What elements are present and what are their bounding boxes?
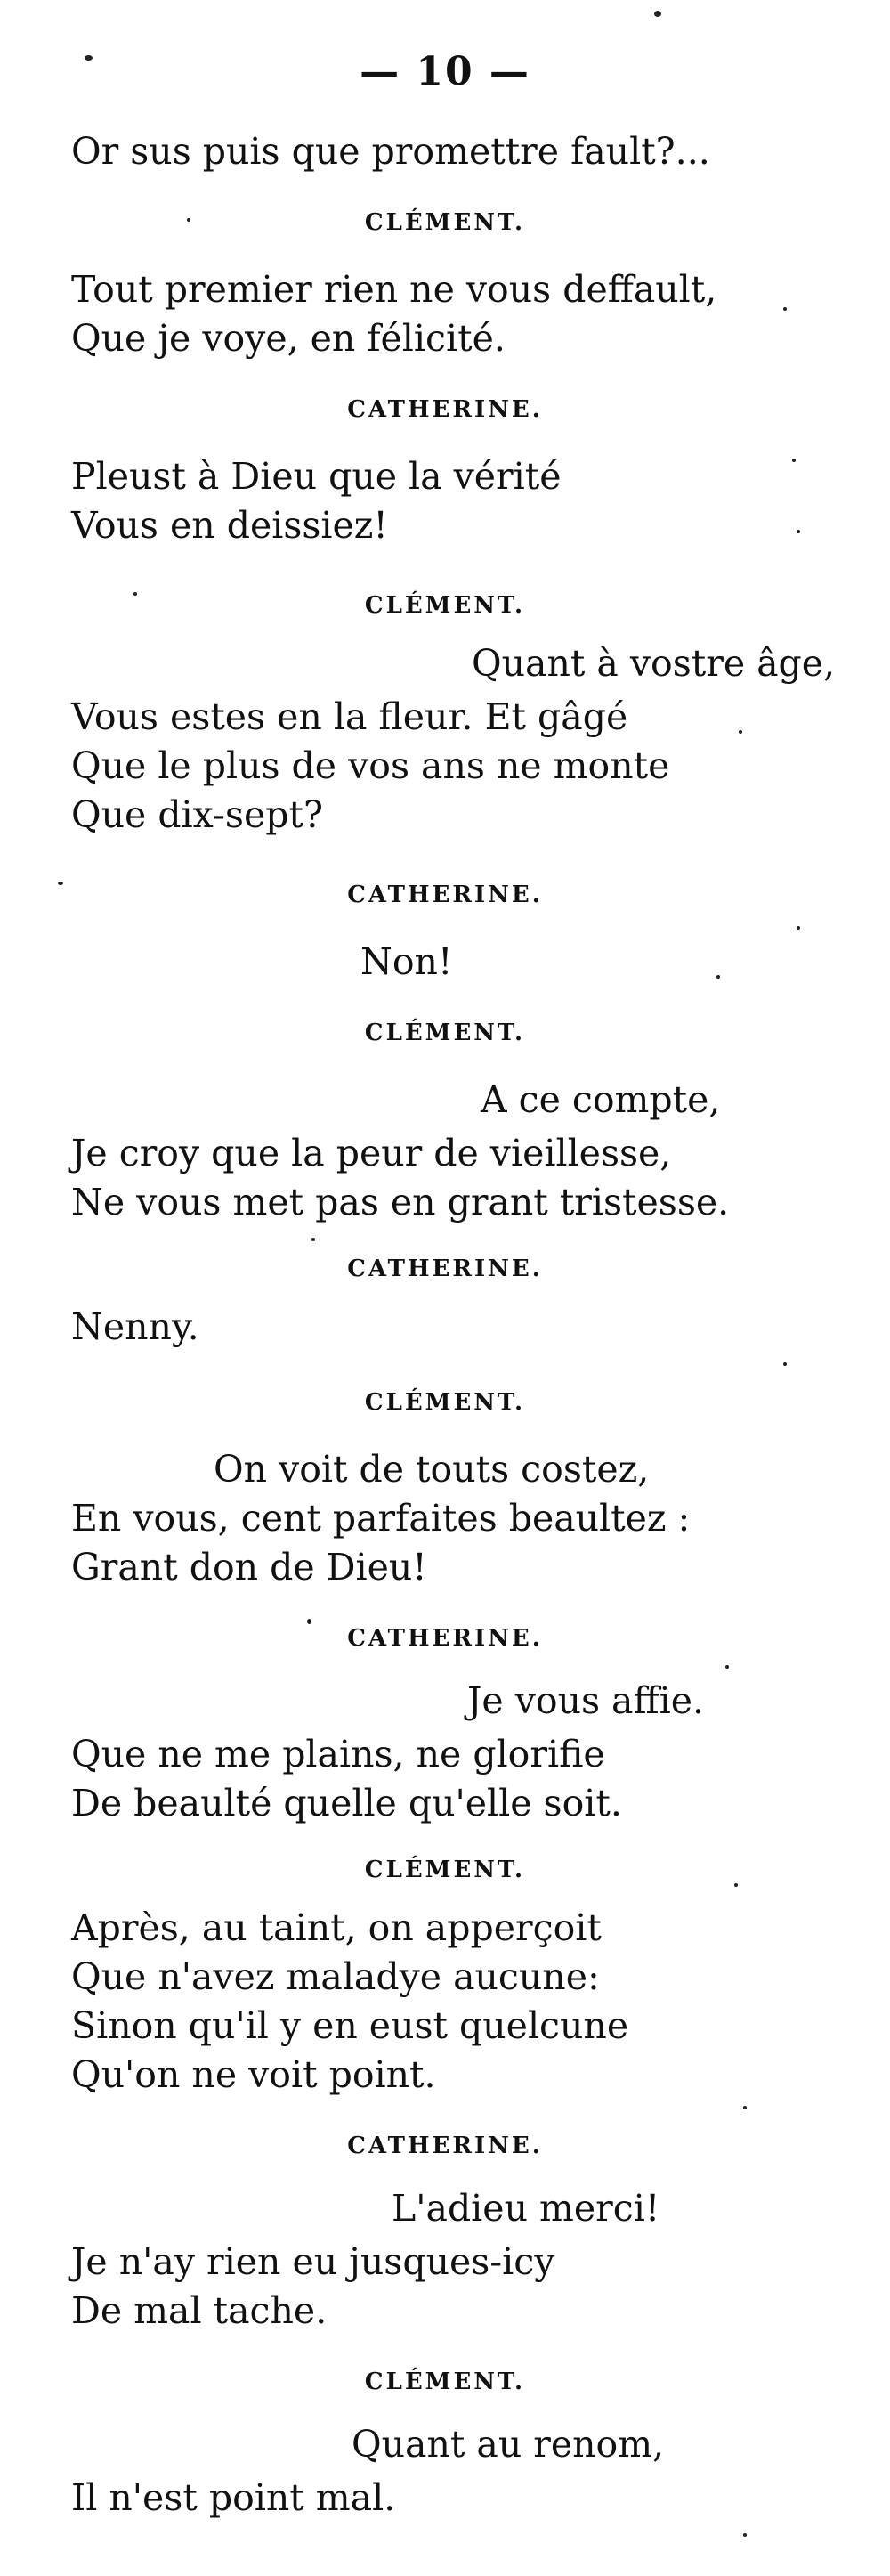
scan-speck (743, 2533, 747, 2537)
verse-line: Quant à vostre âge, (472, 642, 836, 685)
verse-line: A ce compte, (481, 1078, 721, 1121)
verse-line: Je croy que la peur de vieillesse, (71, 1132, 672, 1174)
verse-line: Que je voye, en félicité. (71, 317, 506, 360)
scan-speck (312, 1238, 315, 1241)
verse-line: L'adieu merci! (392, 2187, 660, 2230)
verse-line: Qu'on ne voit point. (71, 2053, 436, 2096)
scan-speck (743, 2106, 747, 2109)
scan-speck (783, 1362, 787, 1366)
scan-speck (85, 55, 93, 61)
scan-speck (134, 592, 137, 596)
verse-line: On voit de touts costez, (214, 1448, 650, 1491)
speaker-name: CLÉMENT. (364, 209, 526, 236)
scan-speck (797, 926, 800, 930)
verse-line: Il n'est point mal. (71, 2476, 396, 2519)
speaker-name: CATHERINE. (347, 396, 543, 423)
speaker-name: CLÉMENT. (364, 1857, 526, 1883)
speaker-name: CATHERINE. (347, 882, 543, 908)
verse-line: Nenny. (71, 1305, 199, 1348)
page-number: — 10 — (360, 49, 530, 94)
verse-line: Vous estes en la fleur. Et gâgé (71, 695, 628, 738)
speaker-name: CLÉMENT. (364, 2369, 526, 2395)
verse-line: Tout premier rien ne vous deffault, (71, 268, 717, 311)
scan-speck (739, 730, 742, 734)
verse-line: De mal tache. (71, 2289, 328, 2332)
verse-line: Que ne me plains, ne glorifie (71, 1733, 605, 1776)
scan-speck (783, 307, 787, 311)
verse-line: Or sus puis que promettre fault?... (71, 130, 710, 173)
verse-line: Ne vous met pas en grant tristesse. (71, 1181, 730, 1223)
verse-line: Après, au taint, on apperçoit (71, 1906, 602, 1949)
speaker-name: CLÉMENT. (364, 592, 526, 619)
verse-line: Vous en deissiez! (71, 504, 388, 547)
scan-speck (734, 1883, 738, 1887)
scan-speck (792, 459, 796, 462)
scan-speck (797, 530, 800, 533)
speaker-name: CATHERINE. (347, 2133, 543, 2159)
verse-line: De beaulté quelle qu'elle soit. (71, 1782, 622, 1824)
verse-line: Je vous affie. (467, 1679, 705, 1722)
verse-line: Non! (360, 940, 453, 983)
scan-speck (725, 1665, 729, 1669)
scan-speck (187, 218, 190, 222)
speaker-name: CATHERINE. (347, 1625, 543, 1652)
verse-line: Pleust à Dieu que la vérité (71, 455, 562, 498)
verse-line: Quant au renom, (352, 2423, 665, 2466)
speaker-name: CATHERINE. (347, 1255, 543, 1282)
scan-speck (654, 11, 661, 17)
verse-line: Sinon qu'il y en eust quelcune (71, 2004, 629, 2047)
verse-line: Que n'avez maladye aucune: (71, 1955, 600, 1998)
verse-line: Grant don de Dieu! (71, 1546, 427, 1589)
verse-line: Que le plus de vos ans ne monte (71, 744, 670, 787)
verse-line: Que dix-sept? (71, 793, 323, 836)
scan-speck (307, 1619, 312, 1624)
verse-line: En vous, cent parfaites beaultez : (71, 1497, 691, 1540)
scan-speck (58, 882, 63, 885)
speaker-name: CLÉMENT. (364, 1020, 526, 1046)
speaker-name: CLÉMENT. (364, 1389, 526, 1416)
scan-speck (716, 975, 720, 979)
verse-line: Je n'ay rien eu jusques-icy (71, 2240, 555, 2283)
